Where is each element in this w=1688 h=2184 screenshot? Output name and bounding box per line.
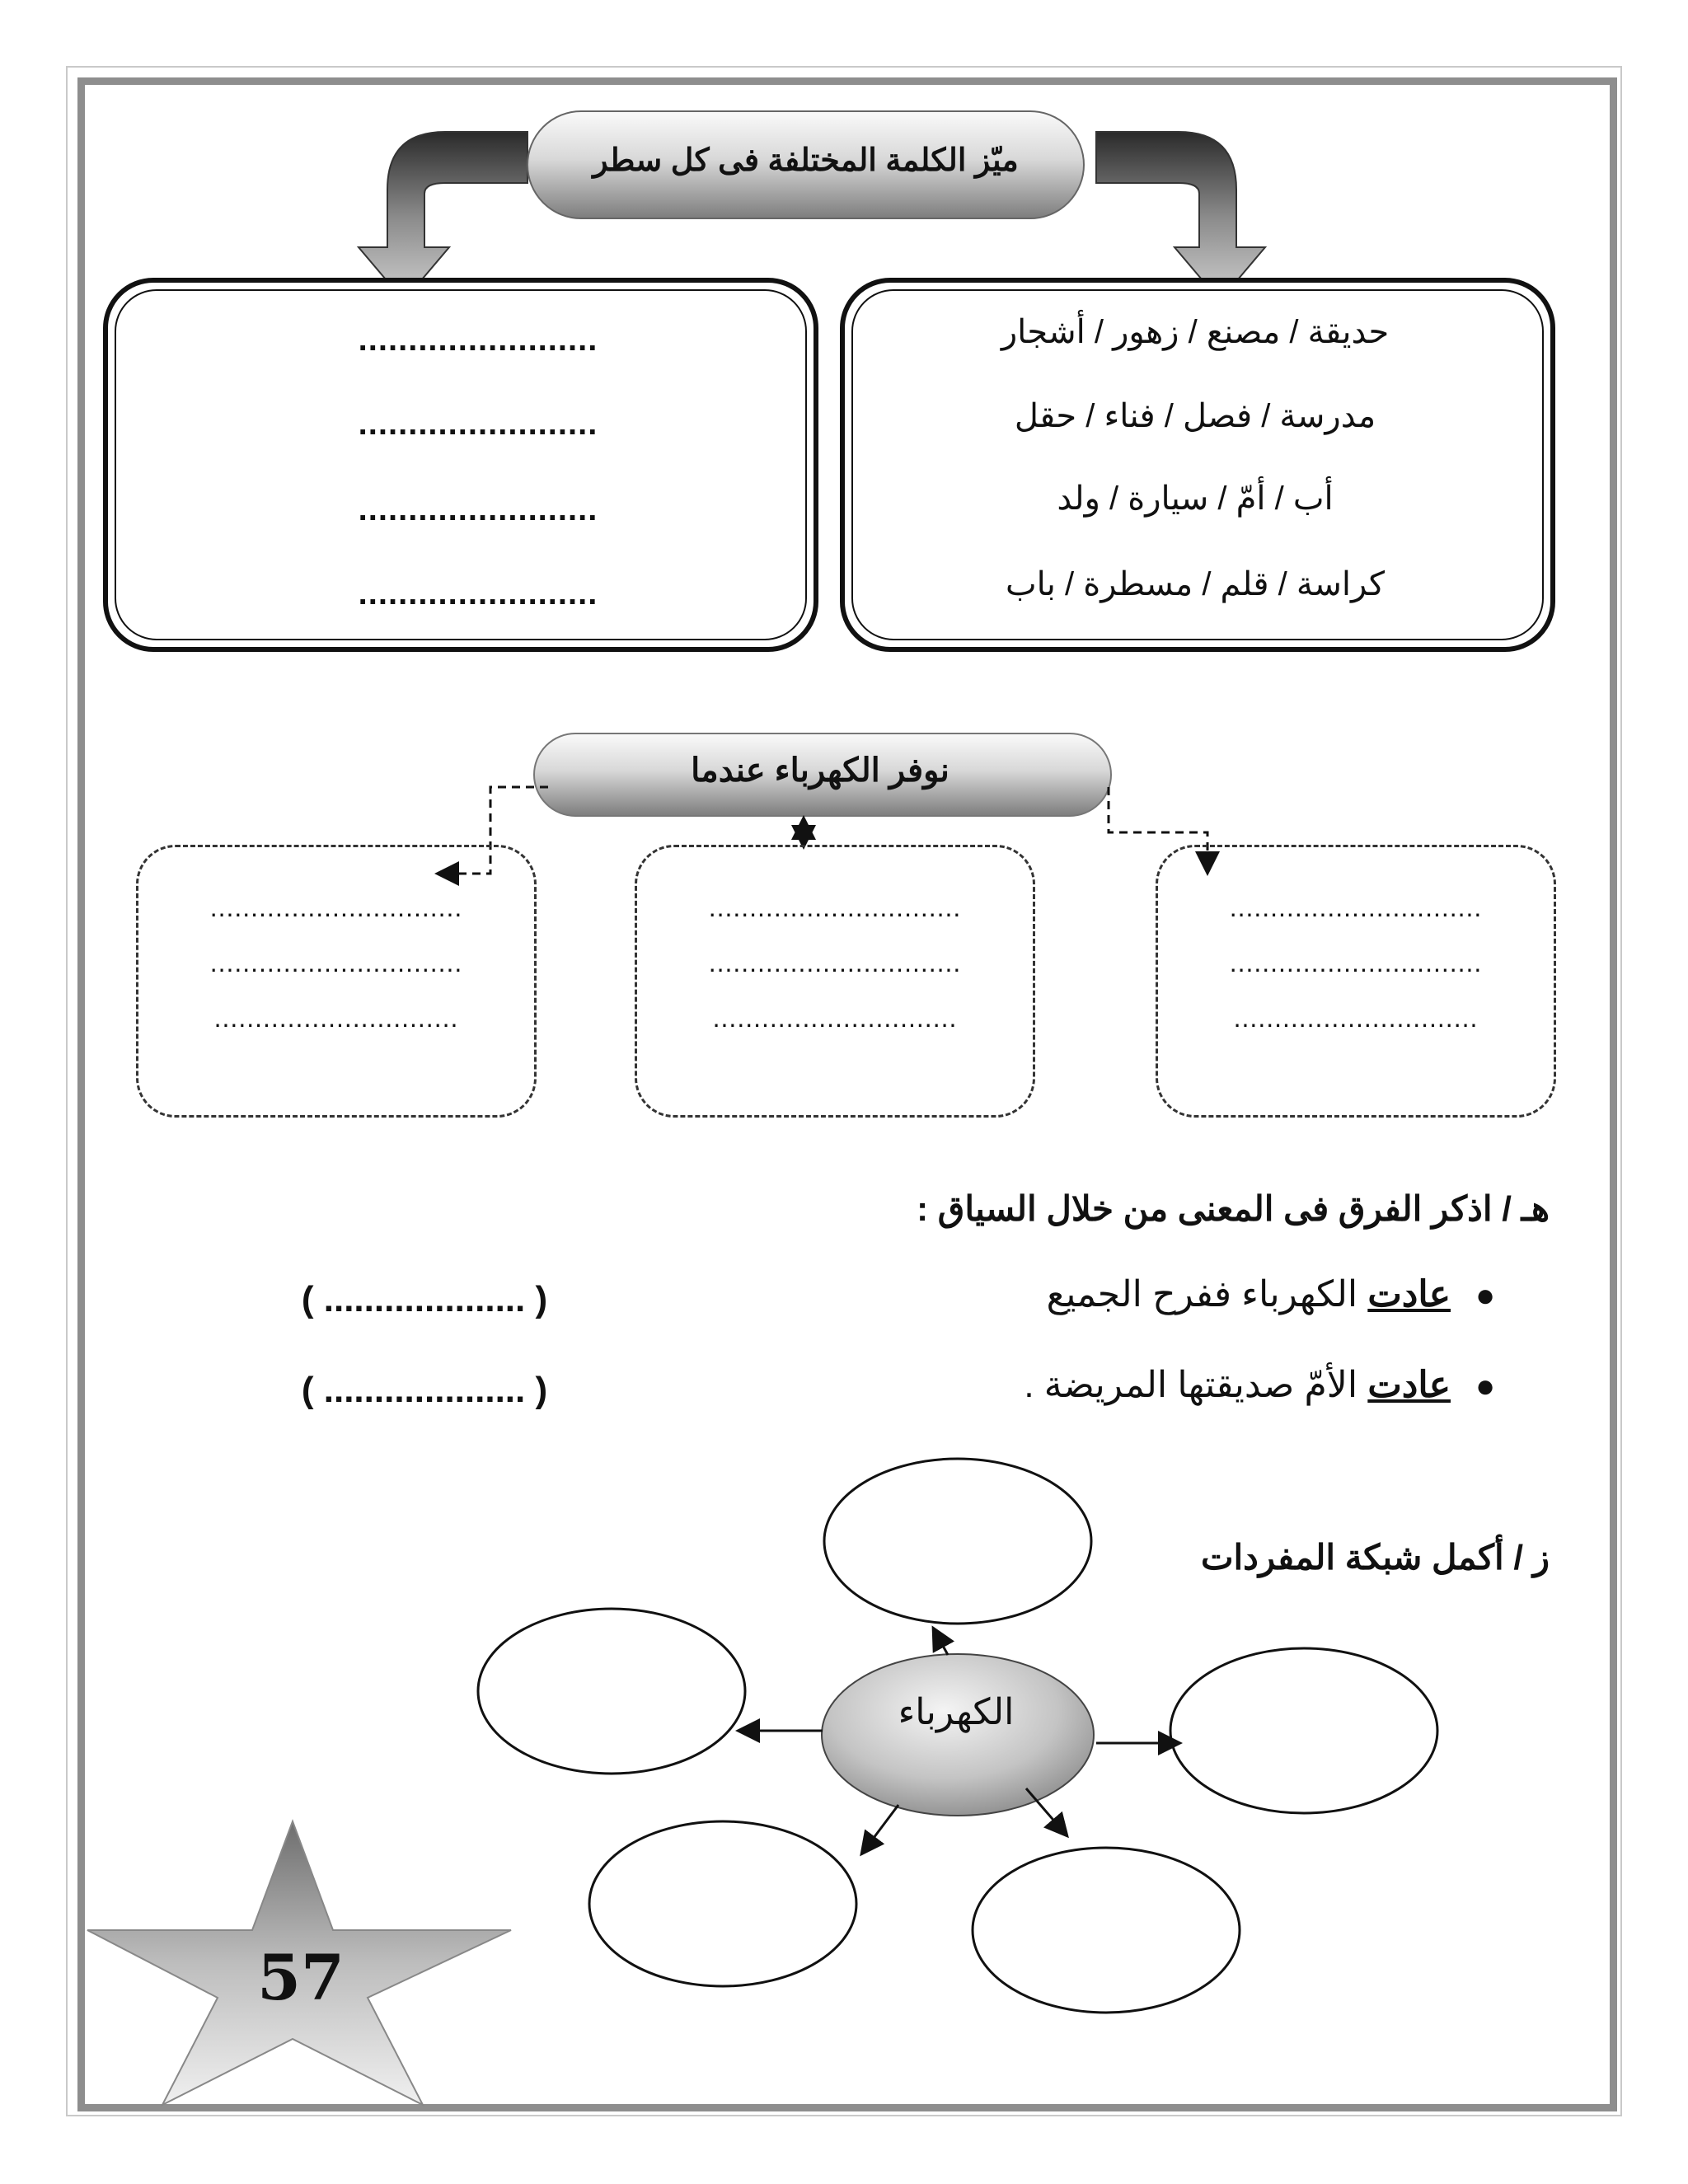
blank-line[interactable]: ............................... (209, 948, 463, 977)
answer-line-4[interactable]: ........................ (358, 575, 598, 612)
web-center-oval (822, 1654, 1094, 1816)
left-curved-arrow (359, 132, 528, 301)
blank-line[interactable]: ............................... (1229, 893, 1483, 922)
blank-box-middle (635, 845, 1035, 1118)
section-a-title: ميّز الكلمة المختلفة فى كل سطر (593, 143, 1019, 178)
web-oval-bottom-right (973, 1848, 1240, 2013)
sentence-1 (824, 1273, 1451, 1315)
blank-line[interactable]: ............................... (708, 948, 962, 977)
blank-box-left (136, 845, 537, 1118)
sentence-rest: الأمّ صديقتها المريضة . (1024, 1365, 1368, 1405)
web-oval-right (1170, 1648, 1437, 1813)
web-oval-top (824, 1459, 1091, 1624)
blank-line[interactable]: ............................... (209, 893, 463, 922)
sentence-2 (824, 1364, 1451, 1406)
word-row-3: أب / أمّ / سيارة / ولد (1057, 480, 1334, 517)
blank-line[interactable]: .............................. (712, 1003, 958, 1033)
bullet-icon: ● (1475, 1277, 1496, 1314)
web-oval-left (478, 1609, 745, 1774)
target-word: عادت (1367, 1274, 1451, 1315)
answer-line-2[interactable]: ........................ (358, 405, 598, 442)
word-row-2: مدرسة / فصل / فناء / حقل (1014, 398, 1376, 434)
word-row-4: كراسة / قلم / مسطرة / باب (1005, 566, 1386, 602)
target-word: عادت (1367, 1365, 1451, 1405)
right-curved-arrow (1096, 132, 1265, 301)
web-oval-bottom-left (589, 1821, 856, 1986)
blank-line[interactable]: .............................. (1233, 1003, 1479, 1033)
section-z-heading: ز / أكمل شبكة المفردات (1200, 1538, 1550, 1577)
section-h-heading: هـ / اذكر الفرق فى المعنى من خلال السياق : (917, 1189, 1550, 1228)
answer-line-3[interactable]: ........................ (358, 491, 598, 527)
meaning-answer-1[interactable]: ( .................... ) (301, 1279, 548, 1319)
blank-line[interactable]: .............................. (213, 1003, 459, 1033)
page-number: 57 (257, 1941, 345, 2014)
bullet-icon: ● (1475, 1368, 1496, 1404)
blank-box-right (1156, 845, 1556, 1118)
meaning-answer-2[interactable]: ( .................... ) (301, 1370, 548, 1410)
section-b-title: نوفر الكهرباء عندما (691, 752, 950, 789)
blank-line[interactable]: ............................... (708, 893, 962, 922)
word-row-1: حديقة / مصنع / زهور / أشجار (1001, 314, 1390, 350)
web-center-word: الكهرباء (898, 1692, 1015, 1732)
answer-line-1[interactable]: ........................ (358, 321, 598, 358)
blank-line[interactable]: ............................... (1229, 948, 1483, 977)
sentence-rest: الكهرباء ففرح الجميع (1046, 1274, 1368, 1315)
